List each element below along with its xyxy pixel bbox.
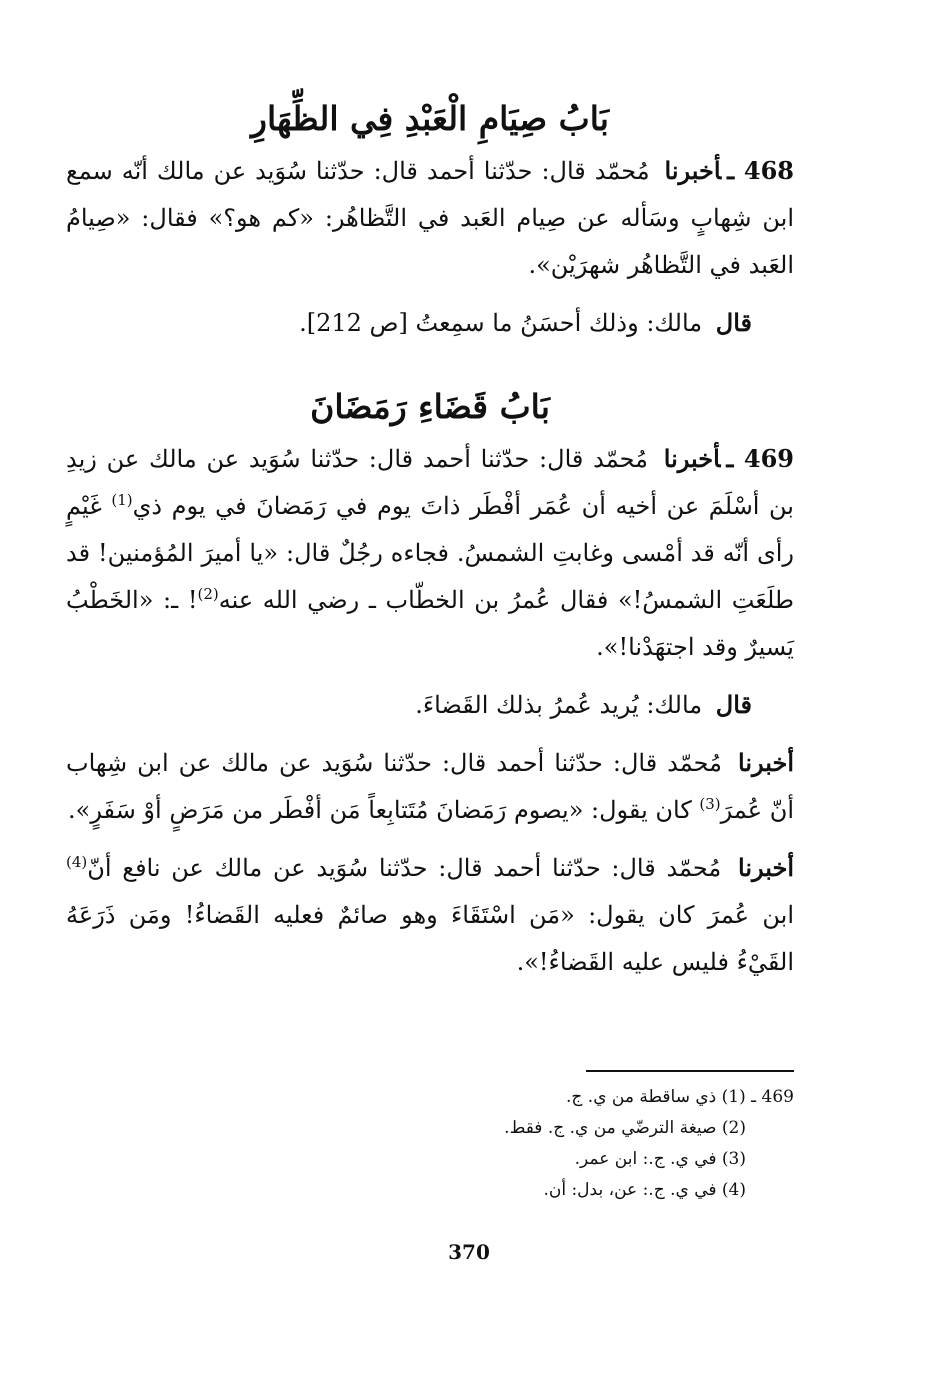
malik-comment-2 (66, 681, 794, 729)
footnote-1: 469 ـ (1) ذي ساقطة من ي. ج. (566, 1087, 794, 1107)
footnote-divider (586, 1070, 794, 1072)
hadith-text: ابن عُمرَ كان يقول: «مَن اسْتَقَاءَ وهو صائمٌ فعليه القَضاءُ! ومَن ذَرَعَهُ القَيْءُ فليس عليه القَضاءُ!». (66, 901, 794, 976)
hadith-number: 469 ـ (726, 444, 795, 473)
hadith-468 (66, 147, 794, 289)
hadith-text: مُحمّد قال: حدّثنا أحمد قال: حدّثنا سُوَيد عن مالك عن زيدِ بن أسْلَمَ عن أخيه أن عُمَر أفْطَر ذاتَ يوم في رَمَضانَ في يوم ذي (66, 445, 794, 520)
chapter-title-zihar: بَابُ صِيَامِ الْعَبْدِ فِي الظِّهَارِ (251, 99, 609, 138)
hadith-text: مُحمّد قال: حدّثنا أحمد قال: حدّثنا سُوَيد عن مالك عن نافع أنّ (87, 854, 722, 882)
footnote-4: (4) في ي. ج.: عن، بدل: أن. (543, 1180, 746, 1200)
lead-word: قال (715, 690, 752, 719)
hadith-469-third (66, 844, 794, 986)
lead-word: أخبرنا (738, 853, 794, 882)
hadith-text: كان يقول: «يصوم رَمَضانَ مُتَتابِعاً مَن أفْطَر من مَرَضٍ أوْ سَفَرٍ». (68, 796, 700, 824)
lead-word: أخبرنا (738, 748, 794, 777)
chapter-title-ramadan: بَابُ قَضَاءِ رَمَضَانَ (310, 387, 550, 426)
hadith-text: ! ـ: «الخَطْبُ يَسيرٌ وقد اجتهَدْنا!». (66, 586, 794, 661)
footnote-marker: (2) (197, 585, 219, 603)
hadith-469-second (66, 739, 794, 834)
footnotes (374, 1082, 794, 1206)
lead-word: أخبرنا (664, 156, 722, 185)
footnote-3: (3) في ي. ج.: ابن عمر. (574, 1149, 746, 1169)
footnote-marker: (3) (699, 795, 721, 813)
malik-comment-1 (66, 299, 794, 347)
hadith-text: مُحمّد قال: حدّثنا أحمد قال: حدّثنا سُوَيد عن مالك عن ابن شِهاب أنّ عُمرَ (66, 749, 794, 824)
footnote-marker: (4) (66, 853, 88, 871)
hadith-text: مُحمّد قال: حدّثنا أحمد قال: حدّثنا سُوَيد عن مالك أنّه سمع ابن شِهابٍ وسَأله عن صِيام العَبد في التَّظاهُر: «كم هو؟» فقال: «صِيامُ العَبد في التَّظاهُر شهرَيْن». (66, 157, 794, 279)
page-number: 370 (448, 1240, 490, 1264)
lead-word: قال (715, 308, 752, 337)
hadith-469 (66, 435, 794, 671)
page-body (66, 95, 794, 986)
hadith-text: غَيْمٍ رأى أنّه قد أمْسى وغابتِ الشمسُ. فجاءه رجُلٌ قال: «يا أميرَ المُؤمنين! قد طلَعَتِ الشمسُ!» فقال عُمرُ بن الخطّاب ـ رضي الله عنه (66, 492, 794, 614)
footnote-2: (2) صيغة الترضّي من ي. ج. فقط. (504, 1118, 746, 1138)
lead-word: أخبرنا (663, 444, 721, 473)
hadith-number: 468 ـ (727, 156, 794, 185)
comment-text: مالك: وذلك أحسَنُ ما سمِعتُ [ص 212]. (299, 309, 703, 337)
footnote-marker: (1) (111, 491, 133, 509)
comment-text: مالك: يُريد عُمرُ بذلك القَضاءَ. (415, 691, 703, 719)
